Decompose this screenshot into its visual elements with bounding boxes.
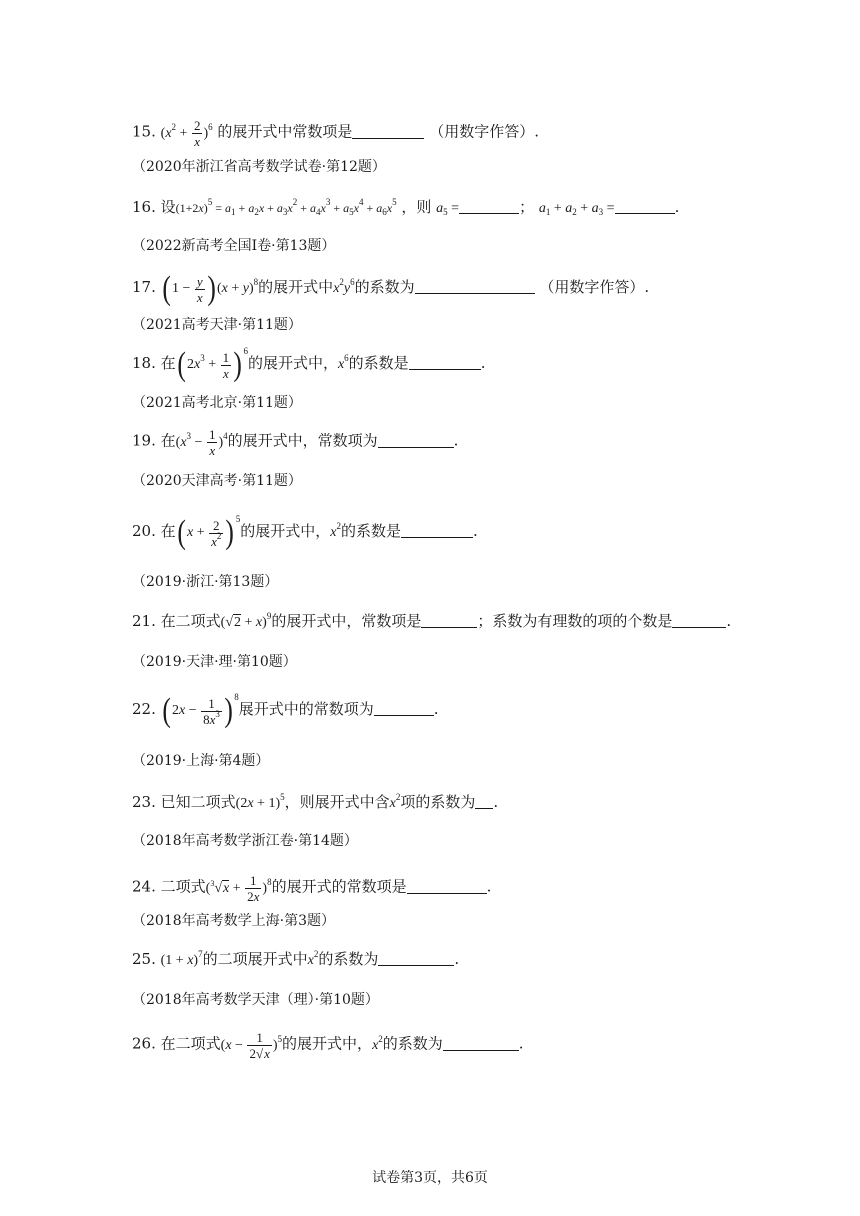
math-expression: ($x^2$ + $\frac{2}{x}$ )$^6$ xyxy=(160,118,213,149)
source-note: （2022新高考全国I卷·第13题） xyxy=(132,238,336,254)
answer-blank xyxy=(407,892,487,894)
period: . xyxy=(480,354,486,373)
question-number: 24. xyxy=(132,877,156,896)
question-number: 22. xyxy=(132,700,156,719)
source-note: （2019·上海·第4题） xyxy=(132,753,270,769)
math-expression: $(√2 + x)^9$ xyxy=(220,611,272,630)
answer-blank xyxy=(615,212,675,214)
period: . xyxy=(454,950,460,968)
period: . xyxy=(486,877,492,896)
question-text: 的系数为 xyxy=(382,1034,443,1053)
question-text: 的系数是 xyxy=(340,522,401,541)
answer-blank xyxy=(415,292,535,294)
math-expression: $x^2y^6$ xyxy=(333,277,355,297)
math-expression: $(1 + x)^7$ xyxy=(160,949,203,968)
question-text: 在二项式 xyxy=(160,1034,221,1053)
question-text: 在二项式 xyxy=(160,612,221,630)
question-number: 15. xyxy=(132,122,156,141)
question-number: 23. xyxy=(132,793,156,811)
question-text: 设 xyxy=(160,198,176,216)
question-hint: （用数字作答）. xyxy=(539,278,650,297)
math-expression: $x^2$ xyxy=(330,521,341,541)
question-text: 的系数为 xyxy=(354,278,415,297)
question-text: 的展开式中常数项是 xyxy=(217,122,353,141)
question-text: 的展开式中，常数项为 xyxy=(227,431,378,450)
question-18 xyxy=(132,348,485,382)
math-expression: $(1+2x)^5 = a_1 + a_2x + a_3x^2 + a_4x^3 + a_5x^4 + a_6x^5$ xyxy=(175,197,397,217)
question-text: 的展开式中， xyxy=(282,1034,373,1053)
question-15 xyxy=(132,118,539,149)
answer-blank xyxy=(352,137,424,139)
question-text: 已知二项式 xyxy=(160,793,236,811)
question-19 xyxy=(132,427,458,458)
period: . xyxy=(518,1034,524,1053)
question-text: 二项式 xyxy=(160,877,206,896)
question-24 xyxy=(132,873,491,904)
answer-blank xyxy=(378,446,454,448)
question-number: 19. xyxy=(132,431,156,450)
question-hint: （用数字作答）. xyxy=(429,122,539,141)
period: . xyxy=(433,700,439,719)
answer-blank xyxy=(459,212,519,214)
question-text: 在 xyxy=(160,522,176,541)
source-note: （2019·天津·理·第10题） xyxy=(132,654,297,670)
question-text: ，则 xyxy=(401,198,432,216)
math-expression: $x^2$ xyxy=(389,792,401,811)
period: . xyxy=(674,198,680,216)
source-note: （2019·浙江·第13题） xyxy=(132,574,279,590)
answer-blank xyxy=(409,368,481,370)
source-note: （2018年高考数学浙江卷·第14题） xyxy=(132,833,358,849)
source-note: （2020年浙江省高考数学试卷·第12题） xyxy=(132,159,386,175)
math-expression: ($^3$√x + $\frac{1}{2x}$ )$^8$ xyxy=(205,873,272,904)
question-text: ，则展开式中含 xyxy=(284,793,390,811)
answer-blank xyxy=(672,626,726,628)
question-text: 的展开式中 xyxy=(258,278,334,297)
question-17 xyxy=(132,272,649,306)
answer-blank xyxy=(401,536,473,538)
math-expression: $a_1 + a_2 + a_3$ = xyxy=(538,201,615,217)
page-footer: 试卷第3页，共6页 xyxy=(372,1170,488,1186)
question-22 xyxy=(132,694,439,728)
source-note: （2021高考北京·第11题） xyxy=(132,395,302,411)
math-expression: (x − $\frac{1}{2√x}$ )$^5$ xyxy=(220,1030,283,1061)
question-text: 的二项展开式中 xyxy=(202,950,308,968)
question-number: 18. xyxy=(132,354,156,373)
question-number: 20. xyxy=(132,522,156,541)
question-number: 17. xyxy=(132,278,156,297)
source-note: （2018年高考数学天津（理）·第10题） xyxy=(132,992,379,1008)
question-text: 的展开式中， xyxy=(247,354,338,373)
period: . xyxy=(493,793,499,811)
question-number: 25. xyxy=(132,950,156,968)
math-expression: ($2x^3$ + $\frac{1}{x}$ )$^6$ xyxy=(177,346,248,383)
source-note: （2021高考天津·第11题） xyxy=(132,317,302,333)
question-text: 项的系数为 xyxy=(400,793,476,811)
question-23 xyxy=(132,792,499,811)
math-expression: (2x − $\frac{1}{8x^3}$ )$^8$ xyxy=(162,692,239,729)
question-text: 展开式中的常数项为 xyxy=(238,700,374,719)
answer-blank xyxy=(421,626,477,628)
question-text: 的展开式中，常数项是 xyxy=(271,612,422,630)
question-text: 的展开式中， xyxy=(240,522,331,541)
math-expression: $x^6$ xyxy=(337,353,349,373)
answer-blank xyxy=(378,964,454,966)
question-26 xyxy=(132,1030,524,1061)
answer-blank xyxy=(374,714,434,716)
question-21 xyxy=(132,611,732,630)
math-expression: $x^2$ xyxy=(307,949,319,968)
question-number: 16. xyxy=(132,198,156,216)
question-text: 的系数是 xyxy=(348,354,409,373)
question-text: ；系数为有理数的项的个数是 xyxy=(477,612,673,630)
math-expression: $x^2$ xyxy=(372,1033,383,1053)
math-expression: (1 − $\frac{y}{x}$ )$(x + y)^8$ xyxy=(162,270,259,307)
source-note: （2018年高考数学上海·第3题） xyxy=(132,913,335,929)
question-number: 26. xyxy=(132,1034,156,1053)
separator: ； xyxy=(519,198,535,216)
question-16 xyxy=(132,197,680,217)
question-text: 在 xyxy=(160,354,176,373)
source-note: （2020天津高考·第11题） xyxy=(132,473,302,489)
period: . xyxy=(453,431,459,450)
answer-blank xyxy=(475,807,493,809)
question-text: 的展开式的常数项是 xyxy=(271,877,407,896)
period: . xyxy=(726,612,732,630)
question-text: 的系数为 xyxy=(318,950,379,968)
question-number: 21. xyxy=(132,612,156,630)
period: . xyxy=(472,522,478,541)
math-expression: (x + $\frac{2}{x^2}$ )$^5$ xyxy=(177,514,241,551)
answer-blank xyxy=(443,1049,519,1051)
question-25 xyxy=(132,949,460,968)
math-expression: ($x^3$ − $\frac{1}{x}$ )$^4$ xyxy=(175,427,228,458)
math-expression: $(2x + 1)^5$ xyxy=(235,792,285,811)
question-20 xyxy=(132,516,478,550)
question-text: 在 xyxy=(160,431,176,450)
math-expression: $a_5$ = xyxy=(436,201,460,217)
